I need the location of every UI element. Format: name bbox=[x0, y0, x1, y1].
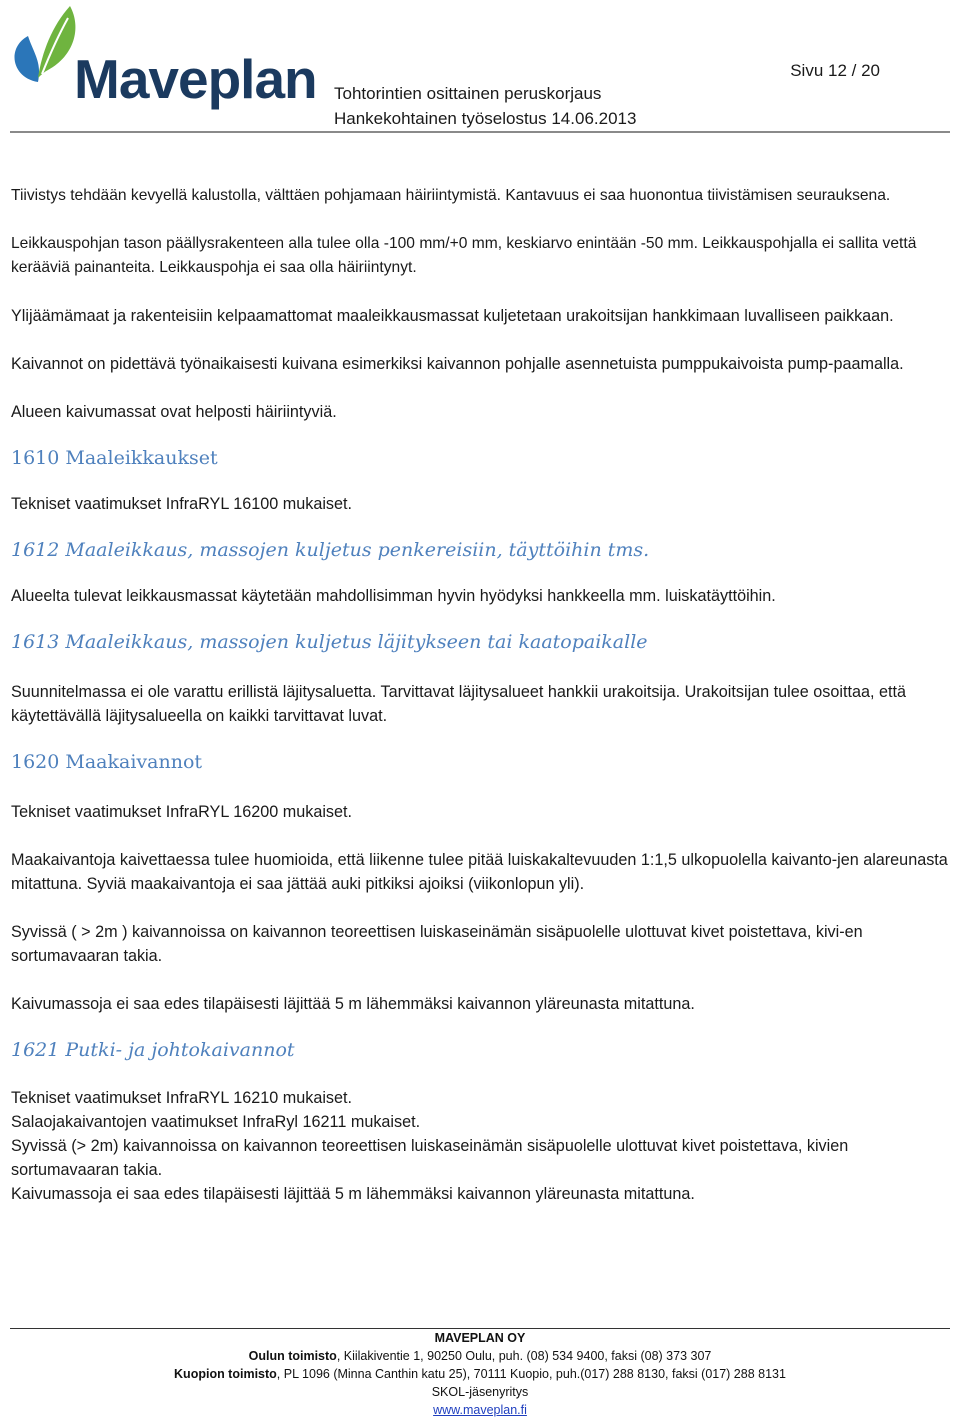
paragraph-kaivumassoja-2: Kaivumassoja ei saa edes tilapäisesti läjittää 5 m lähemmäksi kaivannon yläreunasta mitattuna. bbox=[11, 1185, 695, 1203]
heading-1613: 1613 Maaleikkaus, massojen kuljetus läjitykseen tai kaatopaikalle bbox=[11, 631, 648, 653]
document-subtitle: Hankekohtainen työselostus 14.06.2013 bbox=[334, 109, 637, 128]
paragraph-lajitysalue: Suunnitelmassa ei ole varattu erillistä läjitysaluetta. Tarvittavat läjitysalueet hankkii urakoitsija. Urakoitsijan tulee osoittaa, että käytettävällä läjitysalueella on kaikki tarvittavat luvat. bbox=[11, 683, 906, 725]
footer-oulu: Oulun toimisto, Kiilakiventie 1, 90250 Oulu, puh. (08) 534 9400, faksi (08) 373 307 bbox=[248, 1349, 712, 1363]
logo-wordmark: Maveplan bbox=[74, 48, 317, 110]
document-body bbox=[11, 184, 951, 1206]
paragraph-maakaivannot: Maakaivantoja kaivettaessa tulee huomioida, että liikenne tulee pitää luiskakaltevuuden 1:1,5 ulkopuolella kaivanto-jen alareunasta mitattuna. Syviä maakaivantoja ei saa jättää auki pitkiksi ajoiksi (viikonlopun yli). bbox=[11, 851, 948, 893]
paragraph-tiivistys: Tiivistys tehdään kevyellä kalustolla, välttäen pohjamaan häiriintymistä. Kantavuus ei saa huonontua tiivistämisen seurauksena. bbox=[11, 187, 891, 204]
paragraph-infraryl-16210: Tekniset vaatimukset InfraRYL 16210 mukaiset. bbox=[11, 1089, 353, 1107]
footer bbox=[0, 1329, 960, 1419]
paragraph-ylijaamamaat: Ylijäämämaat ja rakenteisiin kelpaamattomat maaleikkausmassat kuljetetaan urakoitsijan hankkimaan luvalliseen paikkaan. bbox=[11, 307, 894, 325]
footer-company: MAVEPLAN OY bbox=[434, 1331, 526, 1345]
heading-1612: 1612 Maaleikkaus, massojen kuljetus penkereisiin, täyttöihin tms. bbox=[11, 539, 650, 561]
project-title: Tohtorintien osittainen peruskorjaus bbox=[334, 84, 602, 103]
heading-1620: 1620 Maakaivannot bbox=[11, 751, 203, 773]
paragraph-leikkauspohja: Leikkauspohjan tason päällysrakenteen alla tulee olla -100 mm/+0 mm, keskiarvo enintään -50 mm. Leikkauspohjalla ei sallita vettä kerääviä painanteita. Leikkauspohja ei saa olla häiriintynyt. bbox=[11, 235, 917, 276]
paragraph-kaivannot-kuivana: Kaivannot on pidettävä työnaikaisesti kuivana esimerkiksi kaivannon pohjalle asennetuista pumppukaivoista pump-paamalla. bbox=[11, 355, 904, 373]
paragraph-salaoja: Salaojakaivantojen vaatimukset InfraRyl 16211 mukaiset. bbox=[11, 1113, 421, 1131]
paragraph-syvat-kaivannot: Syvissä ( > 2m ) kaivannoissa on kaivannon teoreettisen luiskaseinämän sisäpuolelle ulottuvat kivet poistettava, kivi-en sortumavaaran takia. bbox=[11, 923, 863, 965]
maveplan-logo bbox=[8, 4, 317, 110]
header-divider bbox=[10, 131, 950, 133]
paragraph-leikkausmassat: Alueelta tulevat leikkausmassat käytetään mahdollisimman hyvin hyödyksi hankkeella mm. luiskatäyttöihin. bbox=[11, 587, 776, 605]
heading-1610: 1610 Maaleikkaukset bbox=[11, 447, 218, 469]
footer-kuopio: Kuopion toimisto, PL 1096 (Minna Canthin katu 25), 70111 Kuopio, puh.(017) 288 8130, faksi (017) 288 8131 bbox=[174, 1367, 786, 1381]
paragraph-kaivumassat: Alueen kaivumassat ovat helposti häiriintyviä. bbox=[11, 403, 337, 421]
heading-1621: 1621 Putki- ja johtokaivannot bbox=[11, 1039, 295, 1061]
page-number: Sivu 12 / 20 bbox=[790, 61, 880, 80]
paragraph-kaivumassoja: Kaivumassoja ei saa edes tilapäisesti läjittää 5 m lähemmäksi kaivannon yläreunasta mitattuna. bbox=[11, 995, 695, 1013]
paragraph-infraryl-16200: Tekniset vaatimukset InfraRYL 16200 mukaiset. bbox=[11, 803, 353, 821]
paragraph-syvissa-kaivannoissa: Syvissä (> 2m) kaivannoissa on kaivannon teoreettisen luiskaseinämän sisäpuolelle ulottuvat kivet poistettava, kivien sortumavaaran takia. bbox=[11, 1137, 849, 1179]
paragraph-infraryl-16100: Tekniset vaatimukset InfraRYL 16100 mukaiset. bbox=[11, 495, 353, 513]
website-link[interactable]: www.maveplan.fi bbox=[433, 1403, 527, 1417]
footer-skol: SKOL-jäsenyritys bbox=[431, 1385, 529, 1399]
